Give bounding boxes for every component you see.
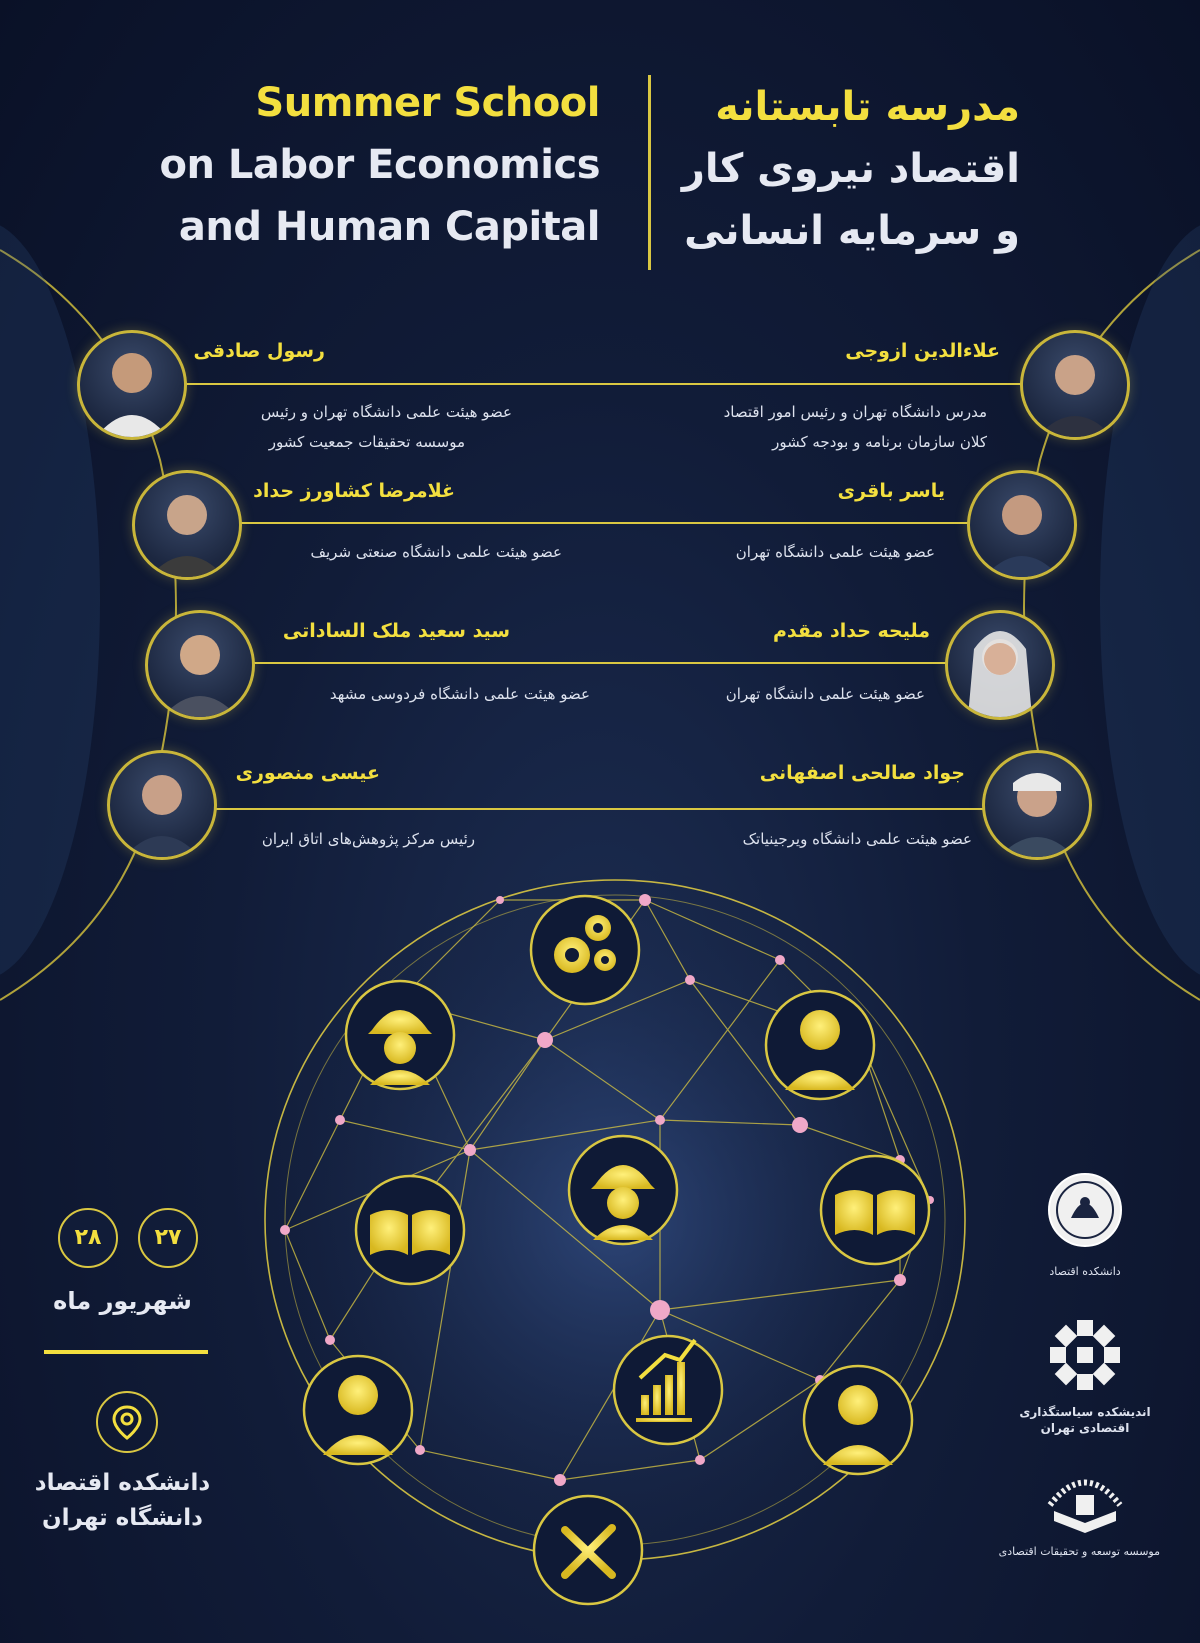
speaker-desc-6a: عضو هیئت علمی دانشگاه تهران	[725, 685, 925, 703]
title-fa-line1: مدرسه تابستانه	[715, 84, 1020, 130]
day-badge-27: ۲۷	[138, 1208, 198, 1268]
venue-line1: دانشکده اقتصاد	[34, 1470, 211, 1496]
speaker-name-7: عیسی منصوری	[235, 762, 380, 784]
location-pin-icon	[98, 1393, 156, 1451]
speaker-name-4: یاسر باقری	[837, 480, 945, 502]
speaker-name-6: ملیحه حداد مقدم	[773, 620, 930, 642]
speaker-desc-1b: موسسه تحقیقات جمعیت کشور	[268, 433, 465, 451]
research-institute-logo	[1040, 1465, 1130, 1535]
venue-line2: دانشگاه تهران	[42, 1505, 203, 1531]
date-underline	[44, 1350, 208, 1354]
speaker-desc-5a: عضو هیئت علمی دانشگاه فردوسی مشهد	[329, 685, 590, 703]
speaker-name-5: سید سعید ملک الساداتی	[282, 620, 510, 642]
university-tehran-logo	[1045, 1170, 1125, 1250]
speaker-desc-4a: عضو هیئت علمی دانشگاه تهران	[735, 543, 935, 561]
title-en-line1: Summer School	[255, 80, 600, 126]
title-fa-line3: و سرمایه انسانی	[684, 208, 1020, 254]
logo1-caption: دانشکده اقتصاد	[1049, 1265, 1121, 1278]
logo2-caption-line1: اندیشکده سیاستگذاری	[1019, 1405, 1151, 1419]
day-badge-28: ۲۸	[58, 1208, 118, 1268]
title-en-line2: on Labor Economics	[159, 142, 600, 188]
location-icon-ring	[96, 1391, 158, 1453]
speaker-desc-3a: عضو هیئت علمی دانشگاه صنعتی شریف	[310, 543, 562, 561]
event-month: شهریور ماه	[53, 1287, 192, 1315]
speaker-name-2: علاءالدین ازوجی	[845, 340, 1000, 362]
speaker-desc-1a: عضو هیئت علمی دانشگاه تهران و رئیس	[260, 403, 512, 421]
speaker-name-3: غلامرضا کشاورز حداد	[253, 480, 455, 502]
think-tank-logo	[1048, 1318, 1122, 1392]
speaker-desc-2a: مدرس دانشگاه تهران و رئیس امور اقتصاد	[723, 403, 987, 421]
speaker-desc-8a: عضو هیئت علمی دانشگاه ویرجینیاتک	[742, 830, 972, 848]
logo3-caption: موسسه توسعه و تحقیقات اقتصادی	[998, 1545, 1160, 1558]
logo2-caption-line2: اقتصادی تهران	[1040, 1421, 1130, 1435]
speaker-desc-2b: کلان سازمان برنامه و بودجه کشور	[772, 433, 987, 451]
speaker-desc-7a: رئیس مرکز پژوهش‌های اتاق ایران	[261, 830, 475, 848]
speaker-name-1: رسول صادقی	[193, 340, 325, 362]
title-en-line3: and Human Capital	[178, 204, 600, 250]
title-fa-line2: اقتصاد نیروی کار	[681, 146, 1020, 192]
speaker-name-8: جواد صالحی اصفهانی	[759, 762, 965, 784]
